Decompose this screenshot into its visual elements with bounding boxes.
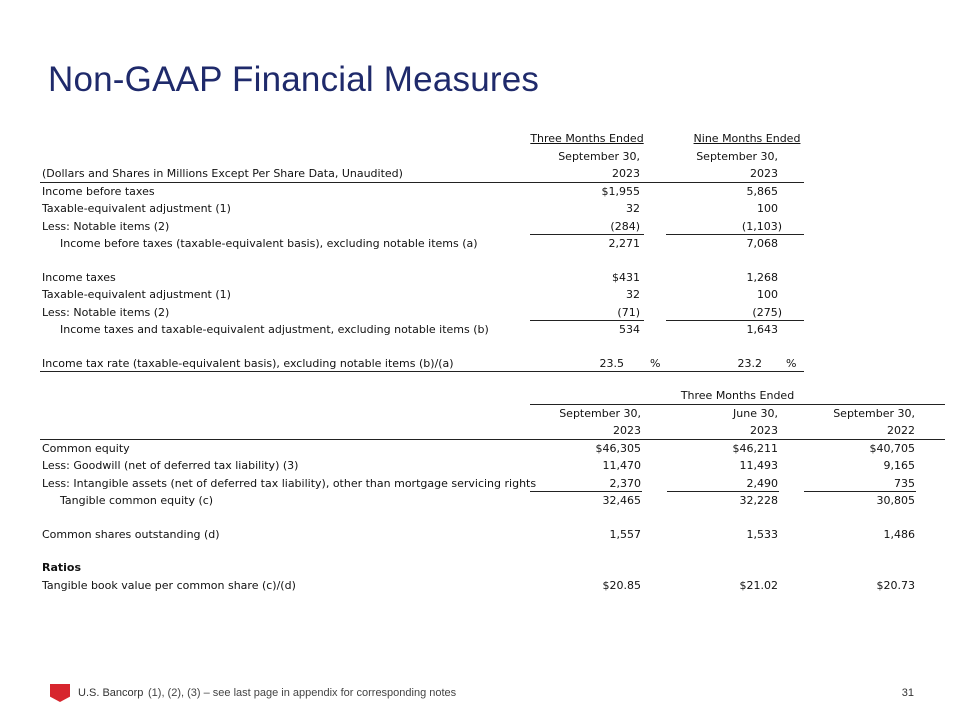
- row-value-col3: 30,805: [876, 494, 915, 507]
- table-row: [40, 440, 945, 458]
- row-value-col1: $20.85: [602, 578, 641, 592]
- page-number: 31: [901, 687, 914, 699]
- col2-year-header: 2023: [750, 167, 778, 180]
- date-header-col3: September 30,: [833, 406, 915, 420]
- table-row: [40, 321, 804, 339]
- date-header-col2: June 30,: [733, 406, 778, 420]
- footer: [0, 680, 960, 710]
- row-value-col2: 11,493: [739, 459, 778, 472]
- period-header-row: [40, 130, 804, 148]
- table-row: [40, 286, 804, 304]
- table-row: [40, 183, 804, 201]
- table-row: [40, 304, 804, 322]
- row-value-col2: 1,643: [746, 323, 778, 336]
- us-bancorp-shield-logo: [50, 684, 70, 702]
- row-value-col2: 1,533: [746, 527, 778, 541]
- table-row: [40, 269, 804, 287]
- row-value-col3: 9,165: [883, 459, 915, 472]
- row-value-col1: 2,271: [608, 237, 640, 250]
- col1-date-header: September 30,: [558, 149, 640, 163]
- income-tax-table: [40, 130, 804, 372]
- row-value-col1: 2,370: [609, 476, 641, 490]
- spacer: [40, 253, 804, 269]
- footnote: (1), (2), (3) – see last page in appendix for corresponding notes: [148, 687, 457, 699]
- row-value-col2: (275): [752, 305, 782, 319]
- row-value-col1: 23.5: [599, 356, 624, 370]
- date-header-row: [40, 148, 804, 166]
- percent-unit: %: [786, 356, 797, 370]
- row-value-col2: 5,865: [746, 184, 778, 198]
- row-label: Taxable-equivalent adjustment (1): [42, 202, 231, 215]
- row-value-col3: 735: [894, 476, 915, 490]
- row-value-col1: (284): [610, 219, 640, 233]
- row-label: Income tax rate (taxable-equivalent basis), excluding notable items (b)/(a): [42, 356, 454, 370]
- row-value-col2: 32,228: [739, 494, 778, 507]
- row-value-col2: $21.02: [739, 578, 778, 592]
- row-value-col1: 534: [619, 323, 640, 336]
- row-value-col1: 32: [626, 202, 640, 215]
- units-label: (Dollars and Shares in Millions Except Per Share Data, Unaudited): [42, 167, 403, 180]
- row-label: Income taxes: [42, 270, 116, 284]
- row-value-col1: $431: [612, 270, 640, 284]
- percent-unit: %: [650, 356, 661, 370]
- row-label: Common equity: [42, 441, 130, 455]
- row-label: Common shares outstanding (d): [42, 527, 220, 541]
- table-row: [40, 218, 804, 236]
- year-header-col3: 2022: [887, 424, 915, 437]
- row-label: Income taxes and taxable-equivalent adjustment, excluding notable items (b): [60, 323, 489, 336]
- table-row: [40, 457, 945, 475]
- units-header-row: [40, 165, 804, 183]
- row-value-col1: $1,955: [601, 184, 640, 198]
- row-label: Less: Intangible assets (net of deferred tax liability), other than mortgage servicing rights: [42, 476, 537, 490]
- row-label: Income before taxes: [42, 184, 155, 198]
- row-label: Less: Notable items (2): [42, 305, 170, 319]
- table-row: [40, 559, 945, 577]
- row-value-col2: 100: [757, 202, 778, 215]
- row-label: Income before taxes (taxable-equivalent basis), excluding notable items (a): [60, 237, 478, 250]
- row-value-col1: 1,557: [609, 527, 641, 541]
- row-value-col2: 7,068: [746, 237, 778, 250]
- spacer: [40, 543, 945, 559]
- table-row: [40, 355, 804, 373]
- period-header-row: [40, 387, 945, 405]
- row-label: Tangible common equity (c): [60, 494, 214, 507]
- row-value-col2: 23.2: [737, 356, 762, 370]
- row-value-col1: $46,305: [595, 441, 641, 455]
- brand-name: U.S. Bancorp: [78, 687, 144, 699]
- spacer: [40, 339, 804, 355]
- spacer: [40, 510, 945, 526]
- row-label: Tangible book value per common share (c)/(d): [42, 578, 296, 592]
- col1-year-header: 2023: [612, 167, 640, 180]
- year-header-col1: 2023: [613, 424, 641, 437]
- year-header-row: [40, 422, 945, 440]
- table-row: [40, 235, 804, 253]
- table-row: [40, 577, 945, 595]
- date-header-row: [40, 405, 945, 423]
- row-value-col3: 1,486: [883, 527, 915, 541]
- page-title: Non-GAAP Financial Measures: [48, 60, 540, 99]
- table-row: [40, 200, 804, 218]
- date-header-col1: September 30,: [559, 406, 641, 420]
- row-value-col2: $46,211: [732, 441, 778, 455]
- row-value-col1: 32,465: [602, 494, 641, 507]
- row-value-col3: $20.73: [876, 578, 915, 592]
- tangible-equity-table: [40, 387, 945, 594]
- row-value-col1: (71): [617, 305, 640, 319]
- section-label: Ratios: [42, 561, 82, 574]
- row-value-col1: 32: [626, 288, 640, 301]
- period-header: Three Months Ended: [680, 389, 795, 402]
- table-row: [40, 526, 945, 544]
- row-label: Less: Goodwill (net of deferred tax liability) (3): [42, 459, 299, 472]
- table-row: [40, 475, 945, 493]
- year-header-col2: 2023: [750, 424, 778, 437]
- table-row: [40, 492, 945, 510]
- row-value-col2: 100: [757, 288, 778, 301]
- row-label: Less: Notable items (2): [42, 219, 170, 233]
- row-value-col3: $40,705: [869, 441, 915, 455]
- row-value-col2: 1,268: [746, 270, 778, 284]
- col1-period-header: Three Months Ended: [530, 132, 644, 145]
- row-label: Taxable-equivalent adjustment (1): [42, 288, 231, 301]
- col2-date-header: September 30,: [696, 149, 778, 163]
- row-value-col2: 2,490: [746, 476, 778, 490]
- row-value-col1: 11,470: [602, 459, 641, 472]
- row-value-col2: (1,103): [741, 219, 782, 233]
- col2-period-header: Nine Months Ended: [693, 132, 801, 145]
